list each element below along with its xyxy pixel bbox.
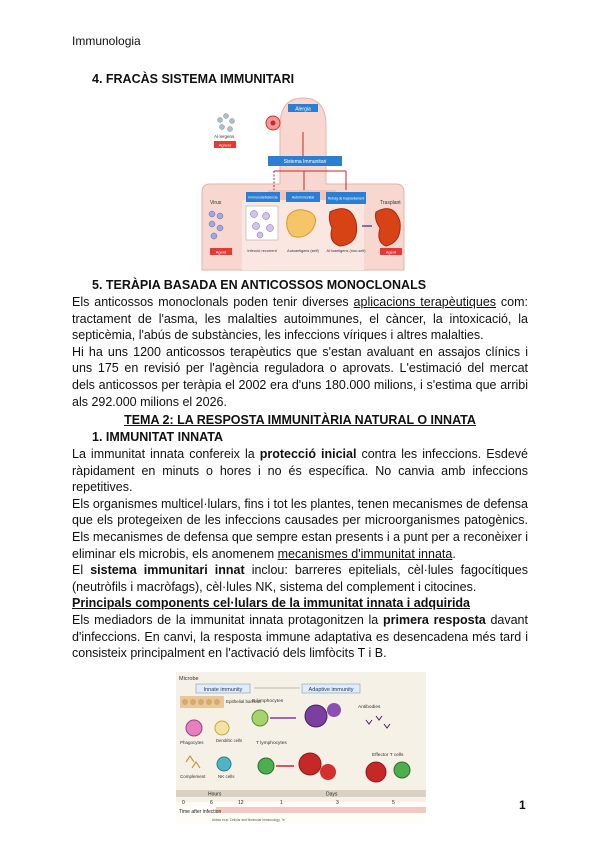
applications-link: aplicacions terapèutiques <box>353 295 497 309</box>
time-after-infection: Time after infection <box>179 809 222 815</box>
svg-text:1: 1 <box>280 800 283 806</box>
transplant-label: Trasplant <box>380 200 401 206</box>
virus-label: Virus <box>210 200 222 206</box>
caption-infection: Infecció recurrent <box>247 249 277 253</box>
svg-text:Dendritic cells: Dendritic cells <box>216 738 243 743</box>
section-1-heading: 1. IMMUNITAT INNATA <box>92 430 223 444</box>
caption-alloantigens: Al·loantigens (non-self) <box>326 249 366 253</box>
nk-cell <box>217 757 231 771</box>
svg-text:Complement: Complement <box>180 774 206 779</box>
immune-failure-figure <box>200 92 406 272</box>
svg-text:Agent: Agent <box>215 249 227 255</box>
svg-text:T lymphocytes: T lymphocytes <box>256 741 287 746</box>
section-4-heading: 4. FRACÀS SISTEMA IMMUNITARI <box>92 72 295 86</box>
phagocyte <box>186 720 202 736</box>
paragraph-innate-system: El sistema immunitari innat inclou: barreres epitelials, cèl·lules fagocítiques (neutròfils i macròfags), cèl·lules NK, sistema del complement i citocines. <box>72 563 529 594</box>
paragraph-applications: Els anticossos monoclonals poden tenir diverses aplicacions terapèutiques com: tractament de l'asma, les malalties autoimmunes, el càncer, la intoxicació, la septicèmia, l'abús de substàncies, les infeccions víriques i altres malalties. <box>72 295 529 343</box>
svg-text:3: 3 <box>336 800 339 806</box>
tema-title: TEMA 2: LA RESPOSTA IMMUNITÀRIA NATURAL O INNATA <box>124 413 476 427</box>
subheading-components: Principals components cel·lulars de la immunitat innata i adquirida <box>72 596 471 611</box>
innate-label: Innate immunity <box>203 687 243 693</box>
dendritic-cell <box>215 721 229 735</box>
allergens-label: Al·lergens <box>214 134 235 139</box>
rejection-label: Rebuig de trasplantament <box>327 196 365 201</box>
immunodeficiency-label: Immunodeficiència <box>248 195 278 200</box>
svg-text:0: 0 <box>182 800 185 806</box>
days-label: Days <box>326 791 338 798</box>
svg-text:Agress: Agress <box>218 142 232 148</box>
svg-text:Effector T cells: Effector T cells <box>372 753 404 758</box>
immune-system-label: Sistema Immunitari <box>283 159 327 165</box>
paragraph-mediators: Els mediadors de la immunitat innata protagonitzen la primera resposta davant d'infeccions. En canvi, la resposta immune adaptativa es desencadena més tard i consisteix principalment en l'activació dels limfòcits T i B. <box>72 612 528 661</box>
autoimmunity-label: Autoimmunitat <box>291 195 315 200</box>
svg-text:NK cells: NK cells <box>218 774 235 779</box>
figure-credit: Abbas et al: Cellular and Molecular Immunology, 7e <box>212 818 285 822</box>
section-5-heading: 5. TERÀPIA BASADA EN ANTICOSSOS MONOCLONALS <box>92 278 427 292</box>
paragraph-market: Hi ha uns 1200 anticossos terapèutics que s'estan avaluant en assajos clínics i uns 175 en revisió per l'agència reguladora o aprovats. L'estimació del mercat dels anticossos per teràpia el 2002 era d'uns 180.000 milions, i s'estima que arribi als 292.000 milions el 2026. <box>72 344 528 409</box>
microbe-label: Microbe <box>179 676 199 682</box>
allergy-label: Alergia <box>295 106 311 113</box>
svg-text:Phagocytes: Phagocytes <box>180 740 204 745</box>
svg-text:Agent: Agent <box>385 249 397 255</box>
page-number: 1 <box>519 798 526 812</box>
innata-body <box>72 446 528 662</box>
innate-adaptive-figure <box>176 672 426 824</box>
page-header: Immunologia <box>72 34 141 48</box>
svg-text:12: 12 <box>238 800 244 806</box>
svg-text:6: 6 <box>210 800 213 806</box>
paragraph-defense-mechanisms: Els organismes multicel·lulars, fins i tot les plantes, tenen mecanismes de defensa que els protegeixen de les infeccions causades per microorganismes patogènics. Els mecanismes de defensa que sempre estan presents i a punt per a reconèixer i eliminar els microbis, els anomenem mecanismes d'immunitat innata. <box>72 496 528 561</box>
section-5-body <box>72 294 528 410</box>
caption-autoantigens: Autoantigens (self) <box>287 249 319 253</box>
paragraph-initial-protection: La immunitat innata confereix la protecció inicial contra les infeccions. Esdevé ràpidament en minuts o hores i no és específica. No canvia amb infeccions repetitives. <box>72 447 528 495</box>
svg-text:Antibodies: Antibodies <box>358 705 381 710</box>
adaptive-label: Adaptive immunity <box>308 687 354 693</box>
svg-text:5: 5 <box>392 800 395 806</box>
svg-text:Epithelial barriers: Epithelial barriers <box>226 699 261 704</box>
hours-label: Hours <box>208 791 222 798</box>
svg-text:B lymphocytes: B lymphocytes <box>252 699 284 704</box>
